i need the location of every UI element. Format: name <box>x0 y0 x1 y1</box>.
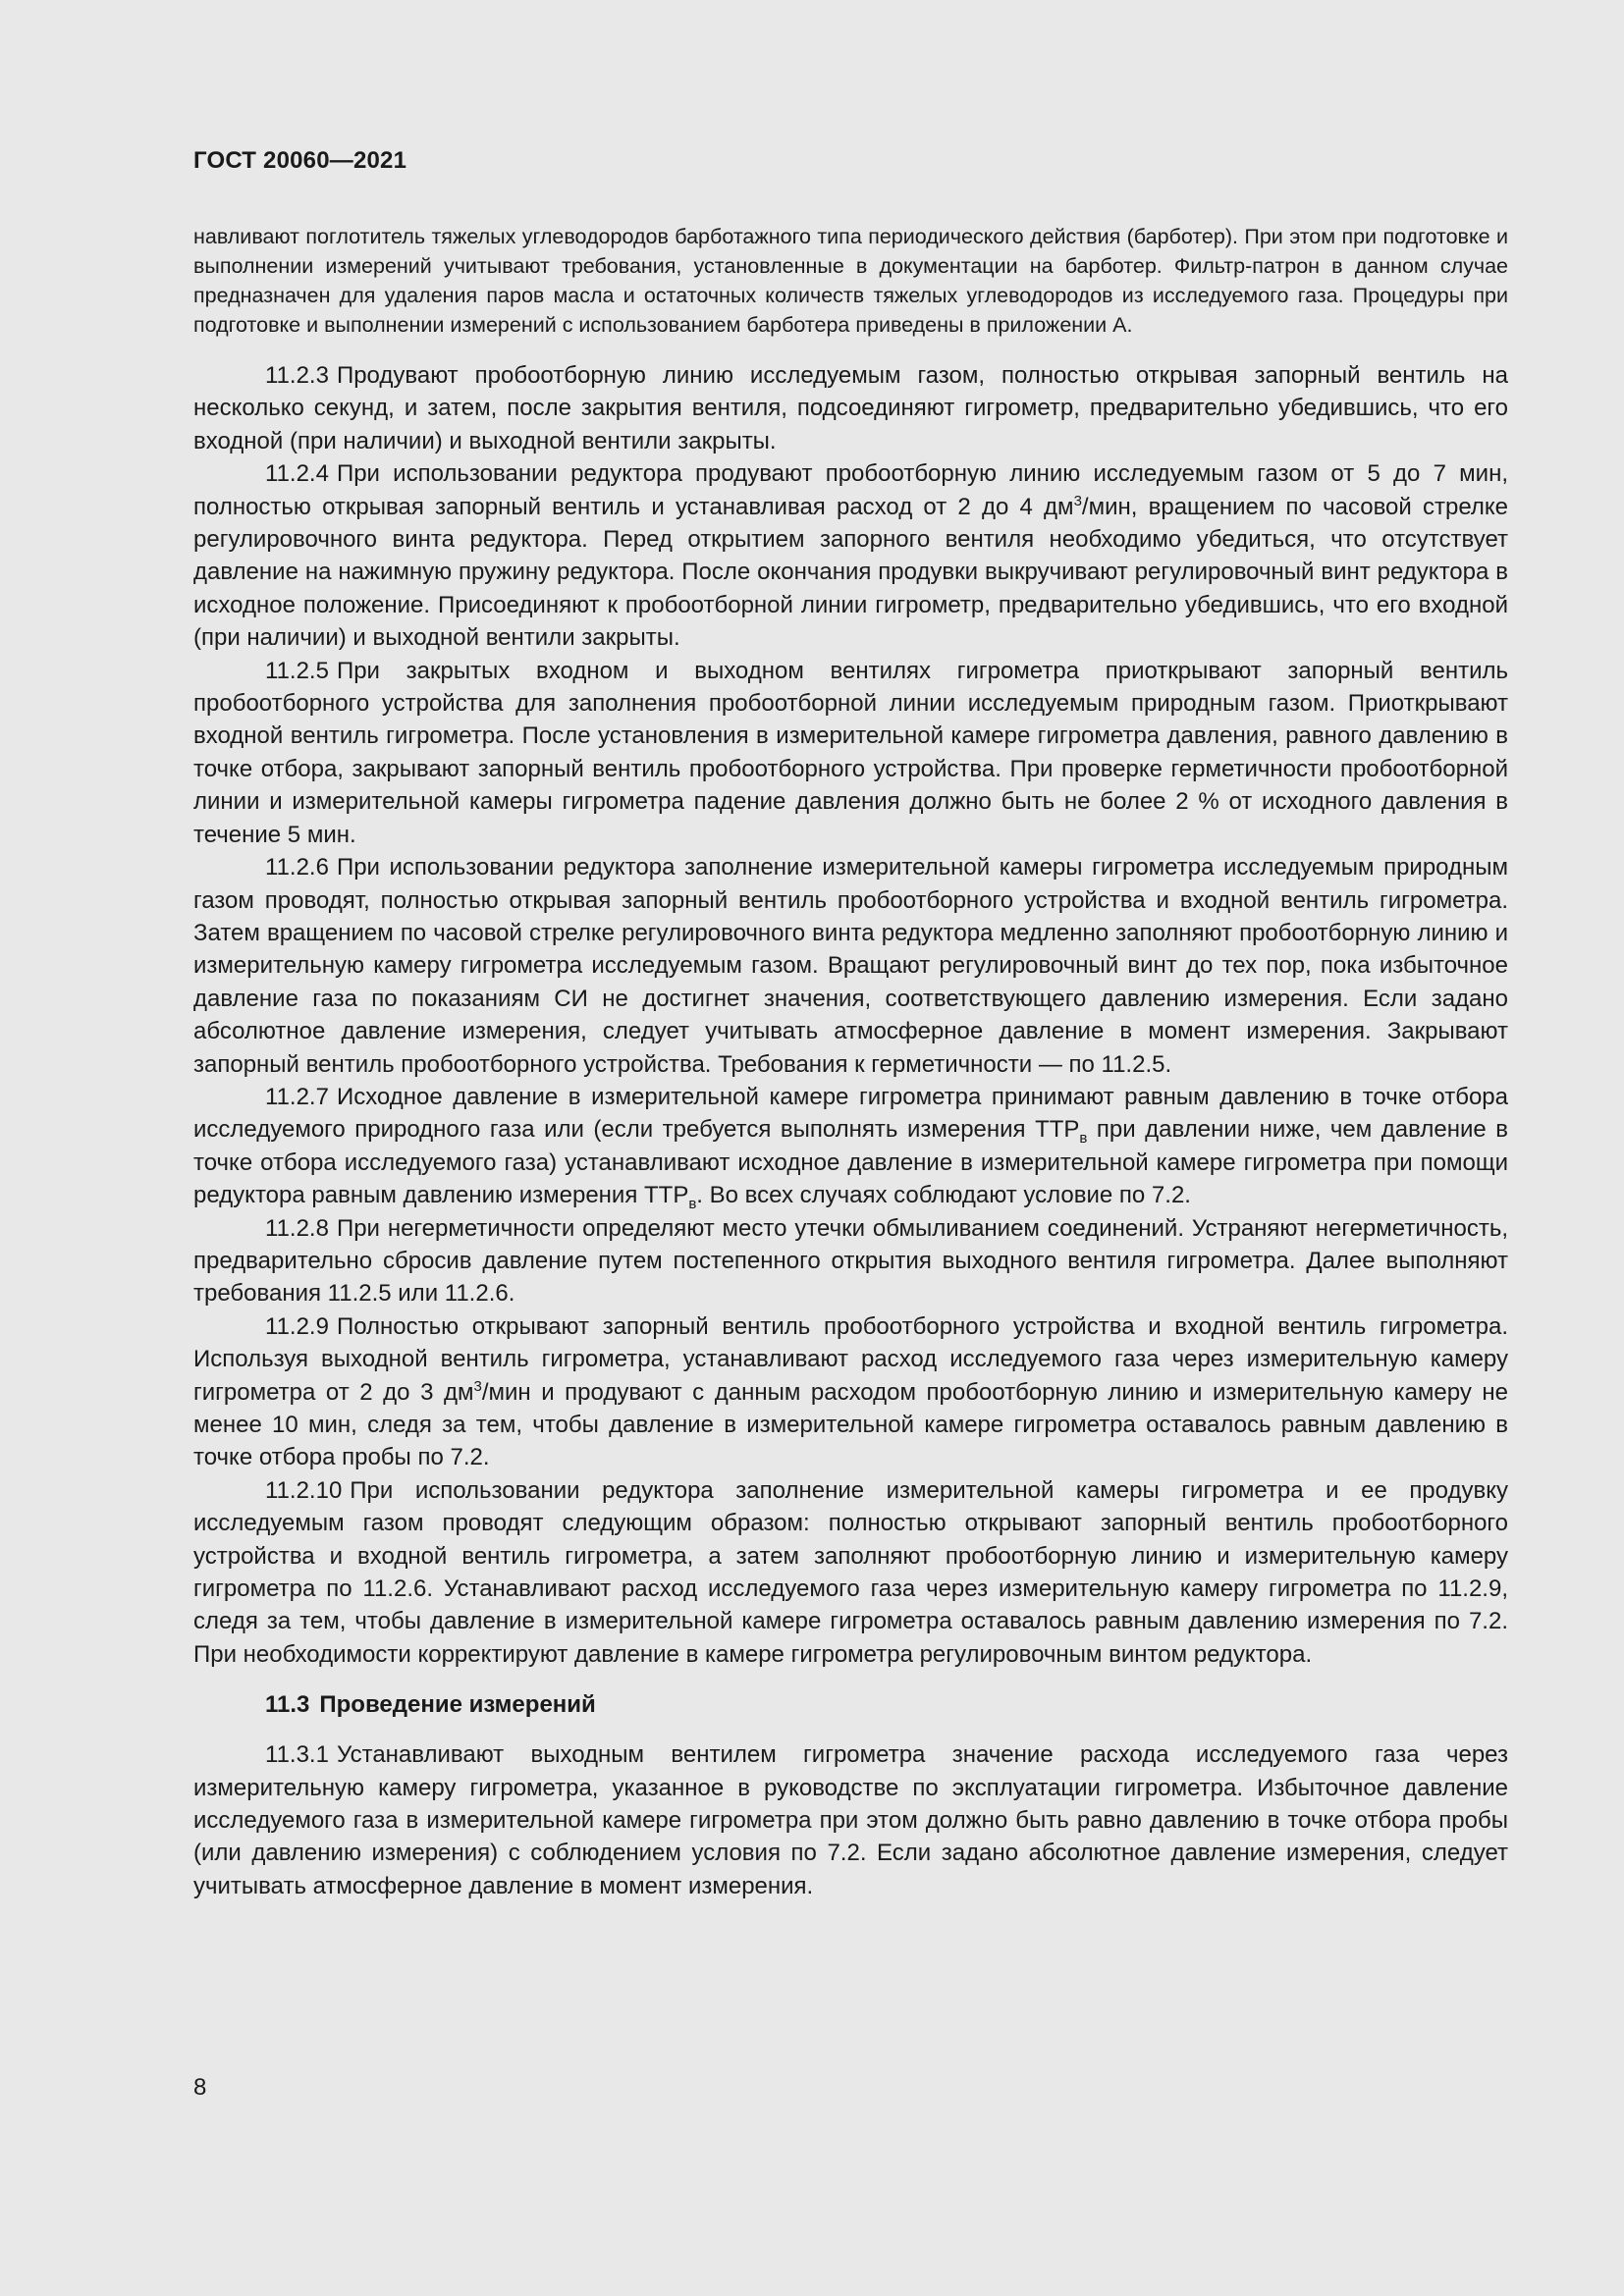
paragraph-number: 11.2.9 <box>265 1312 329 1340</box>
paragraph-11-2-3 <box>193 359 1508 457</box>
section-number: 11.3 <box>265 1691 310 1719</box>
paragraph-text: При негерметичности определяют место утечки обмыливанием соединений. Устраняют негерметичность, предварительно сбросив давление путем постепенного открытия выходного вентиля гигрометра. Далее выполняют требования 11.2.5 или 11.2.6. <box>193 1214 1508 1308</box>
paragraph-text-end: . Во всех случаях соблюдают условие по 7.2. <box>696 1182 1191 1209</box>
paragraph-number: 11.2.3 <box>265 362 329 389</box>
paragraph-text-cont: /мин и продувают с данным расходом пробоотборную линию и измерительную камеру не менее 10 мин, следя за тем, чтобы давление в измерительной камере гигрометра оставалось равным давлению в точке отбора пробы по 7.2. <box>193 1378 1508 1471</box>
paragraph-11-2-9 <box>193 1310 1508 1474</box>
paragraph-text: Полностью открывают запорный вентиль пробоотборного устройства и входной вентиль гигрометра. Используя выходной вентиль гигрометра, устанавливают расход исследуемого газа через измерительную камеру гигрометра от 2 до 3 дм <box>193 1312 1508 1406</box>
paragraph-number: 11.3.1 <box>265 1741 329 1769</box>
paragraph-number: 11.2.4 <box>265 460 329 488</box>
superscript: 3 <box>473 1377 482 1395</box>
paragraph-text-cont: при давлении ниже, чем давление в точке отбора исследуемого газа) устанавливают исходное давление в измерительной камере гигрометра при помощи редуктора равным давлению измерения ТТР <box>193 1116 1508 1209</box>
paragraph-text: При использовании редуктора продувают пробоотборную линию исследуемым газом от 5 до 7 мин, полностью открывая запорный вентиль и устанавливая расход от 2 до 4 дм <box>193 460 1508 520</box>
paragraph-text: При использовании редуктора заполнение измерительной камеры гигрометра исследуемым природным газом проводят, полностью открывая запорный вентиль пробоотборного устройства и входной вентиль гигрометра. Затем вращением по часовой стрелке регулировочного винта редуктора медленно заполняют пробоотборную линию и измерительную камеру гигрометра исследуемым газом. Вращают регулировочный винт до тех пор, пока избыточное давление газа по показаниям СИ не достигнет значения, соответствующего давлению измерения. Если задано абсолютное давление измерения, следует учитывать атмосферное давление в момент измерения. Закрывают запорный вентиль пробоотборного устройства. Требования к герметичности — по 11.2.5. <box>193 854 1508 1078</box>
paragraph-text: Продувают пробоотборную линию исследуемым газом, полностью открывая запорный вентиль на несколько секунд, и затем, после закрытия вентиля, подсоединяют гигрометр, предварительно убедившись, что его входной (при наличии) и выходной вентили закрыты. <box>193 362 1508 454</box>
paragraph-11-2-4 <box>193 457 1508 654</box>
document-code-header: ГОСТ 20060—2021 <box>193 147 407 174</box>
paragraph-11-2-5 <box>193 655 1508 851</box>
section-heading-11-3 <box>265 1688 1508 1721</box>
paragraph-11-2-6 <box>193 851 1508 1081</box>
paragraph-number: 11.2.10 <box>265 1476 343 1504</box>
paragraph-11-2-10 <box>193 1474 1508 1671</box>
paragraph-11-3-1 <box>193 1738 1508 1902</box>
subscript: в <box>688 1195 697 1212</box>
paragraph-text: При закрытых входном и выходном вентилях гигрометра приоткрывают запорный вентиль пробоотборного устройства для заполнения пробоотборной линии исследуемым природным газом. Приоткрывают входной вентиль гигрометра. После установления в измерительной камере гигрометра давления, равного давлению в точке отбора, закрывают запорный вентиль пробоотборного устройства. При проверке герметичности пробоотборной линии и измерительной камеры гигрометра падение давления должно быть не более 2 % от исходного давления в течение 5 мин. <box>193 657 1508 848</box>
intro-paragraph: навливают поглотитель тяжелых углеводородов барботажного типа периодического действия (барботер). При этом при подготовке и выполнении измерений учитывают требования, установленные в документации на барботер. Фильтр-патрон в данном случае предназначен для удаления паров масла и остаточных количеств тяжелых углеводородов из исследуемого газа. Процедуры при подготовке и выполнении измерений с использованием барботера приведены в приложении А. <box>193 225 1508 337</box>
paragraph-number: 11.2.7 <box>265 1083 329 1110</box>
paragraph-text: Устанавливают выходным вентилем гигрометра значение расхода исследуемого газа через измерительную камеру гигрометра, указанное в руководстве по эксплуатации гигрометра. Избыточное давление исследуемого газа в измерительной камере гигрометра при этом должно быть равно давлению в точке отбора пробы (или давлению измерения) с соблюдением условия по 7.2. Если задано абсолютное давление измерения, следует учитывать атмосферное давление в момент измерения. <box>193 1741 1508 1899</box>
paragraph-text: При использовании редуктора заполнение измерительной камеры гигрометра и ее продувку исследуемым газом проводят следующим образом: полностью открывают запорный вентиль пробоотборного устройства и входной вентиль гигрометра, а затем заполняют пробоотборную линию и измерительную камеру гигрометра по 11.2.6. Устанавливают расход исследуемого газа через измерительную камеру гигрометра по 11.2.9, следя за тем, чтобы давление в измерительной камере гигрометра оставалось равным давлению измерения по 7.2. При необходимости корректируют давление в камере гигрометра регулировочным винтом редуктора. <box>193 1476 1508 1668</box>
paragraph-11-2-7 <box>193 1081 1508 1212</box>
paragraph-number: 11.2.8 <box>265 1214 329 1242</box>
paragraph-number: 11.2.5 <box>265 657 329 684</box>
paragraph-11-2-8 <box>193 1212 1508 1310</box>
paragraph-number: 11.2.6 <box>265 854 329 881</box>
paragraph-text-cont: /мин, вращением по часовой стрелке регулировочного винта редуктора. Перед открытием запорного вентиля необходимо убедиться, что отсутствует давление на нажимную пружину редуктора. После окончания продувки выкручивают регулировочный винт редуктора в исходное положение. Присоединяют к пробоотборной линии гигрометр, предварительно убедившись, что его входной (при наличии) и выходной вентили закрыты. <box>193 493 1509 652</box>
superscript: 3 <box>1073 492 1082 509</box>
subscript: в <box>1079 1130 1088 1148</box>
page-number: 8 <box>193 2074 207 2101</box>
paragraph-text: Исходное давление в измерительной камере гигрометра принимают равным давлению в точке отбора исследуемого природного газа или (если требуется выполнять измерения ТТР <box>193 1083 1508 1144</box>
section-title: Проведение измерений <box>319 1691 596 1719</box>
